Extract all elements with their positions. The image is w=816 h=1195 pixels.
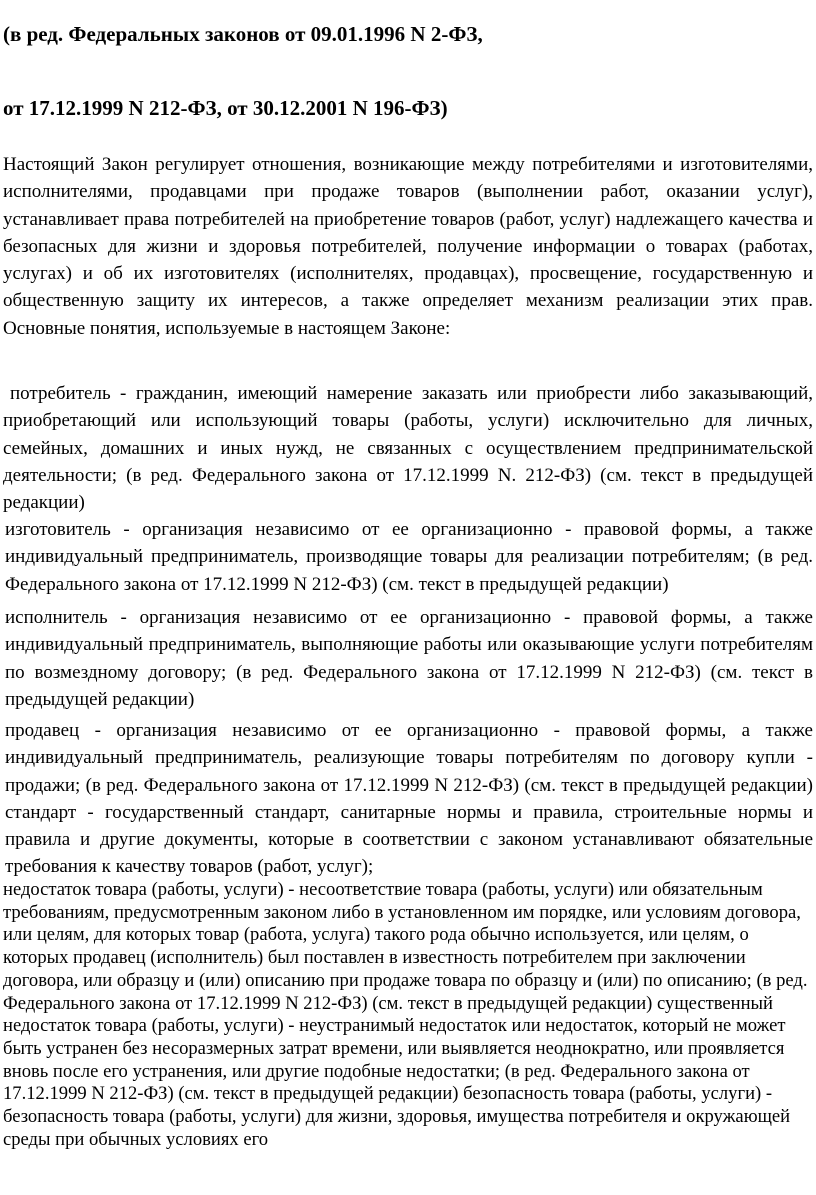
definition-executor: исполнитель - организация независимо от ее организационно - правовой формы, а также индивидуальный предприниматель, выполняющие работы или оказывающие услуги потребителям по возмездному договору; (в ред. Федерального закона от 17.12.1999 N 212-ФЗ) (см. текст в предыдущей редакции) xyxy=(5,607,813,710)
amendment-heading-line-1: (в ред. Федеральных законов от 09.01.1996 N 2-ФЗ, xyxy=(3,22,483,46)
definition-manufacturer: изготовитель - организация независимо от ее организационно - правовой формы, а также индивидуальный предприниматель, производящие товары для реализации потребителям; (в ред. Федерального закона от 17.12.1999 N 212-ФЗ) (см. текст в предыдущей редакции) xyxy=(5,519,813,595)
amendment-heading-line-2: от 17.12.1999 N 212-ФЗ, от 30.12.2001 N 196-ФЗ) xyxy=(3,96,448,120)
definition-defect-safety: недостаток товара (работы, услуги) - несоответствие товара (работы, услуги) или обязательным требованиям, предусмотренным законом либо в установленном им порядке, или условиям договора, или целям, для которых товар (работа, услуга) такого рода обычно используется, или целям, о которых продавец (исполнитель) был поставлен в известность потребителем при заключении договора, или образцу и (или) описанию при продаже товара по образцу и (или) по описанию; (в ред. Федерального закона от 17.12.1999 N 212-ФЗ) (см. текст в предыдущей редакции) существенный недостаток товара (работы, услуги) - неустранимый недостаток или недостаток, который не может быть устранен без несоразмерных затрат времени, или выявляется неоднократно, или проявляется вновь после его устранения, или другие подобные недостатки; (в ред. Федерального закона от 17.12.1999 N 212-ФЗ) (см. текст в предыдущей редакции) безопасность товара (работы, услуги) - безопасность товара (работы, услуги) для жизни, здоровья, имущества потребителя и окружающей среды при обычных условиях его xyxy=(3,879,808,1150)
definition-seller-standard: продавец - организация независимо от ее организационно - правовой формы, а также индивидуальный предприниматель, реализующие товары потребителям по договору купли - продажи; (в ред. Федерального закона от 17.12.1999 N 212-ФЗ) (см. текст в предыдущей редакции) стандарт - государственный стандарт, санитарные нормы и правила, строительные нормы и правила и другие документы, которые в соответствии с законом устанавливают обязательные требования к качеству товаров (работ, услуг); xyxy=(5,720,813,878)
definition-consumer: потребитель - гражданин, имеющий намерение заказать или приобрести либо заказывающий, приобретающий или использующий товары (работы, услуги) исключительно для личных, семейных, домашних и иных нужд, не связанных с осуществлением предпринимательской деятельности; (в ред. Федерального закона от 17.12.1999 N. 212-ФЗ) (см. текст в предыдущей редакции) xyxy=(3,383,813,514)
intro-paragraph: Настоящий Закон регулирует отношения, возникающие между потребителями и изготовителями, исполнителями, продавцами при продаже товаров (выполнении работ, оказании услуг), устанавливает права потребителей на приобретение товаров (работ, услуг) надлежащего качества и безопасных для жизни и здоровья потребителей, получение информации о товарах (работах, услугах) и об их изготовителях (исполнителях, продавцах), просвещение, государственную и общественную защиту их интересов, а также определяет механизм реализации этих прав. Основные понятия, используемые в настоящем Законе: xyxy=(3,154,813,339)
